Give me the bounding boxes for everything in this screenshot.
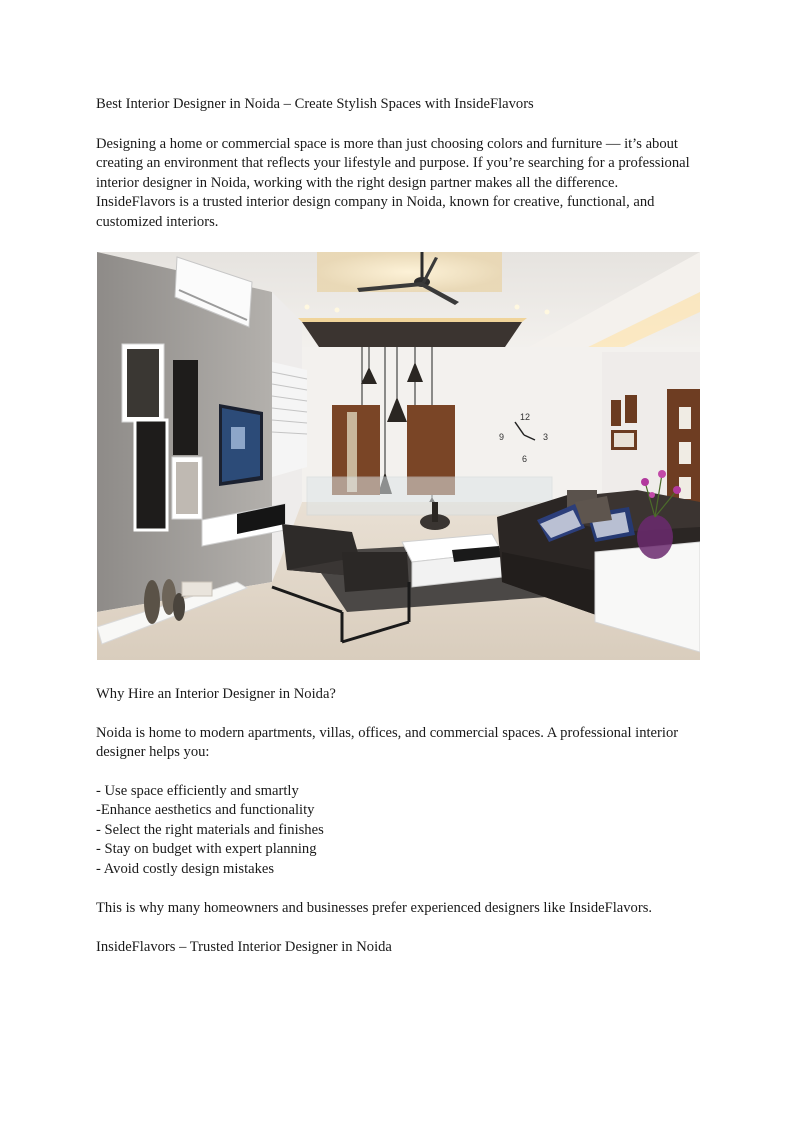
document-title: Best Interior Designer in Noida – Create Stylish Spaces with InsideFlavors bbox=[96, 96, 534, 112]
intro-paragraph bbox=[96, 135, 706, 232]
intro-line: Designing a home or commercial space is more than just choosing colors and furniture — it’s about bbox=[96, 136, 678, 152]
next-section-heading: InsideFlavors – Trusted Interior Designer in Noida bbox=[96, 939, 392, 955]
benefits-list bbox=[96, 782, 706, 879]
list-item: - Select the right materials and finishes bbox=[96, 821, 324, 838]
list-item: - Stay on budget with expert planning bbox=[96, 841, 317, 858]
section-line: designer helps you: bbox=[96, 744, 210, 761]
closing-paragraph: This is why many homeowners and businesses prefer experienced designers like InsideFlavors. bbox=[96, 900, 653, 916]
clock-numeral-6: 6 bbox=[522, 454, 528, 464]
list-item: -Enhance aesthetics and functionality bbox=[96, 802, 315, 819]
section-line: Noida is home to modern apartments, villas, offices, and commercial spaces. A professional interior bbox=[96, 725, 679, 741]
section-paragraph bbox=[96, 724, 706, 763]
section-heading: Why Hire an Interior Designer in Noida? bbox=[96, 686, 336, 702]
clock-numeral-9: 9 bbox=[499, 432, 505, 442]
clock-numeral-12: 12 bbox=[520, 412, 531, 422]
intro-line: creating an environment that reflects your lifestyle and purpose. If you’re searching for a professional bbox=[96, 155, 690, 172]
intro-line: interior designer in Noida, working with the right design partner makes all the difference. bbox=[96, 174, 619, 191]
intro-line: customized interiors. bbox=[96, 213, 219, 230]
list-item: - Avoid costly design mistakes bbox=[96, 860, 275, 877]
clock-numeral-3: 3 bbox=[543, 432, 549, 442]
living-room-render-image bbox=[97, 252, 700, 660]
list-item: - Use space efficiently and smartly bbox=[96, 783, 299, 799]
intro-line: InsideFlavors is a trusted interior design company in Noida, known for creative, functional, and bbox=[96, 194, 655, 211]
